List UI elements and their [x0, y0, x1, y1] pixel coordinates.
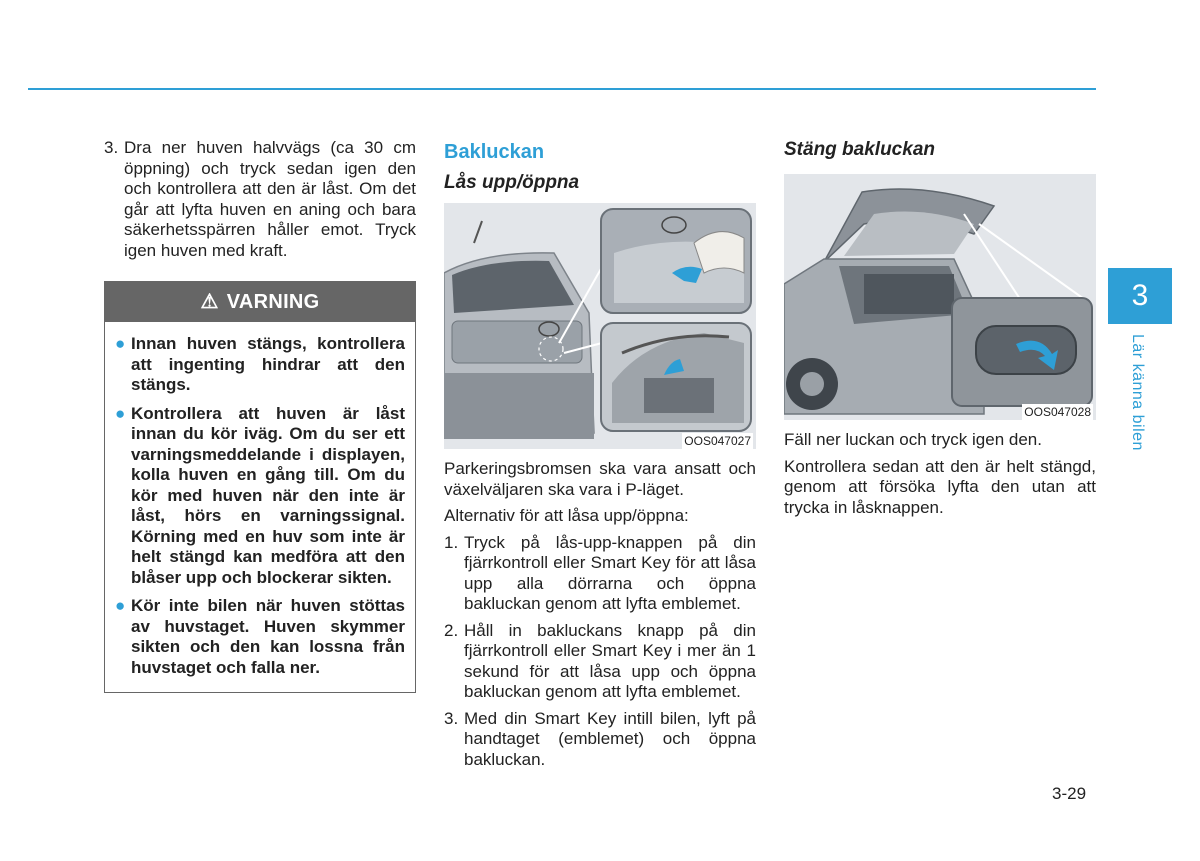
warning-header — [105, 282, 415, 322]
figure-close-tailgate — [784, 174, 1096, 420]
bullet-icon: ● — [115, 596, 126, 615]
step-number: 3. — [444, 708, 459, 728]
section-title: Bakluckan — [444, 141, 545, 163]
subsection-title: Stäng bakluckan — [784, 139, 935, 160]
tailgate-close-illustration — [784, 174, 1096, 420]
subsection-title: Lås upp/öppna — [444, 172, 580, 193]
warning-title: VARNING — [226, 290, 320, 313]
step-number: 1. — [444, 532, 459, 552]
chapter-tab: 3 — [1108, 268, 1172, 324]
page-number: 3-29 — [1052, 784, 1087, 803]
tailgate-unlock-illustration — [444, 203, 756, 449]
step-3 — [444, 709, 756, 771]
step-1 — [444, 533, 756, 615]
figure-unlock-tailgate — [444, 203, 756, 449]
step-number: 2. — [444, 620, 459, 640]
paragraph: Alternativ för att låsa upp/öppna: — [444, 506, 689, 525]
paragraph: Parkeringsbromsen ska vara ansatt och växelväljaren ska vara i P-läget. — [444, 459, 756, 499]
figure-code: OOS047028 — [1024, 405, 1091, 419]
chapter-label: Lär känna bilen — [1129, 334, 1146, 451]
figure-code: OOS047027 — [684, 434, 751, 448]
paragraph: Fäll ner luckan och tryck igen den. — [784, 430, 1042, 449]
column-1 — [104, 138, 416, 693]
warning-item — [115, 596, 405, 678]
warning-body — [105, 322, 415, 692]
bullet-icon: ● — [115, 334, 126, 353]
warning-item-text: Innan huven stängs, kontrollera att ingenting hindrar att den stängs. — [131, 334, 405, 394]
step-text: Håll in bakluckans knapp på din fjärrkontroll eller Smart Key i mer än 1 sekund för att låsa upp och öppna bakluckan genom att lyfta emblemet. — [464, 620, 756, 701]
warning-item-text: Kör inte bilen när huven stöttas av huvstaget. Huven skymmer sikten och den kan lossna från huvstaget och falla ner. — [131, 596, 405, 677]
column-3 — [784, 138, 1096, 518]
paragraph: Kontrollera sedan att den är helt stängd, genom att försöka lyfta den utan att trycka in låsknappen. — [784, 456, 1096, 517]
warning-triangle-icon: ⚠ — [200, 290, 219, 313]
bullet-icon: ● — [115, 403, 126, 423]
step-text: Dra ner huven halvvägs (ca 30 cm öppning) och tryck sedan igen den och kontrollera att den är låst. Om det går att lyfta huven en aning och bara säkerhetsspärren håller emot. Tryck igen huven med kraft. — [124, 138, 416, 260]
step-2 — [444, 621, 756, 703]
warning-item — [115, 334, 405, 396]
top-rule — [28, 88, 1096, 90]
warning-item — [115, 404, 405, 589]
warning-item-text: Kontrollera att huven är låst innan du kör iväg. Om du ser ett varningsmeddelande i displayen, kolla huven en gång till. Om du kör med huven när den inte är låst, hörs en varningssignal. Körning med en huv som inte är helt stängd kan medföra att den blåser upp och blockerar sikten. — [131, 403, 405, 587]
warning-box — [104, 281, 416, 693]
step-text: Med din Smart Key intill bilen, lyft på handtaget (emblemet) och öppna bakluckan. — [464, 708, 756, 769]
step-3 — [104, 138, 416, 261]
column-2 — [444, 138, 756, 770]
step-number: 3. — [104, 138, 119, 157]
step-text: Tryck på lås-upp-knappen på din fjärrkontroll eller Smart Key för att låsa upp alla dörrarna och öppna bakluckan genom att lyfta emblemet. — [464, 532, 756, 613]
